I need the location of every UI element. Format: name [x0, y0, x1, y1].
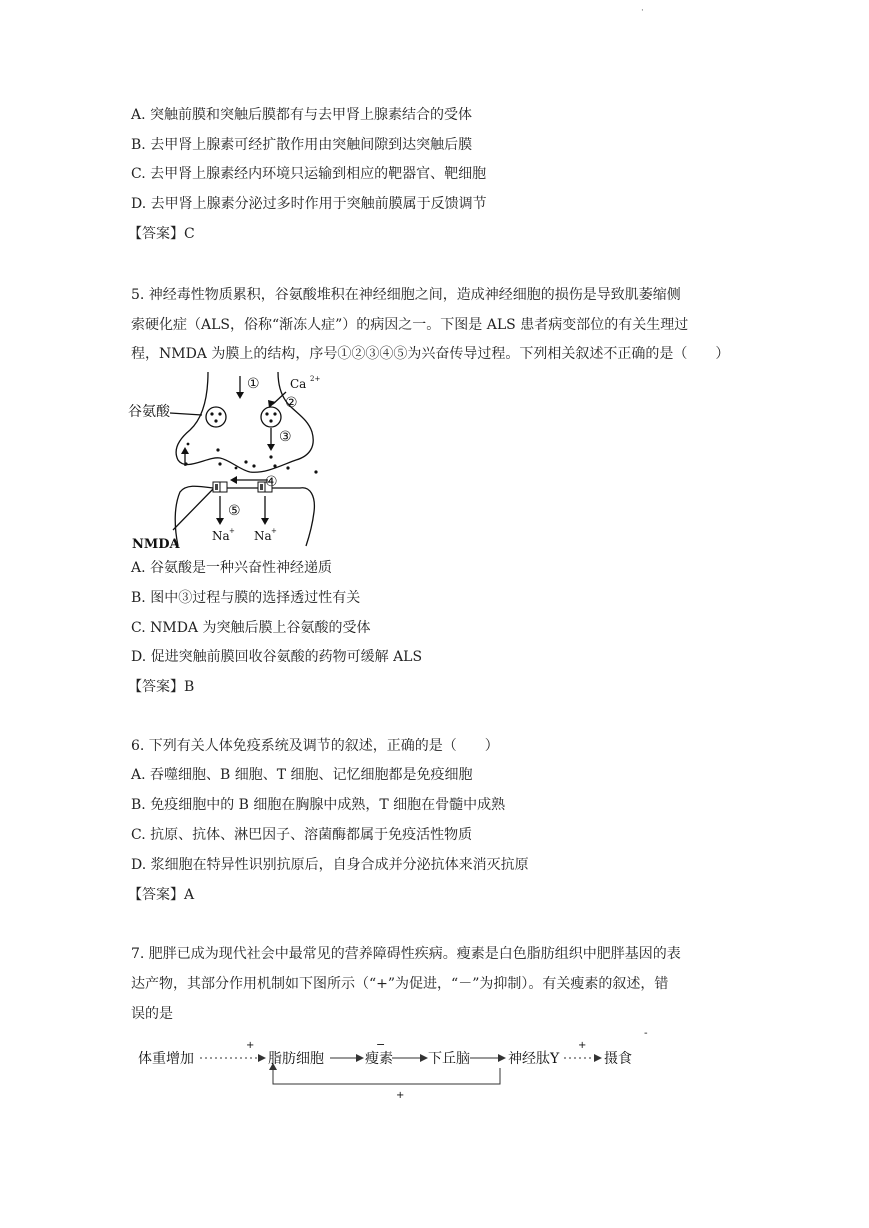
- label-ca: Ca: [290, 377, 307, 391]
- q5-stem-line-1: 5. 神经毒性物质累积，谷氨酸堆积在神经细胞之间，造成神经细胞的损伤是导致肌萎缩侧: [131, 287, 681, 303]
- header-mark: ·: [641, 6, 644, 16]
- leptin-flow-diagram: [128, 1022, 658, 1107]
- q7-stem-line-3: 误的是: [131, 1006, 173, 1022]
- flow-leptin: 瘦素: [365, 1051, 393, 1067]
- q5-option-c: C. NMDA 为突触后膜上谷氨酸的受体: [131, 620, 371, 636]
- label-na-1-superscript: +: [229, 527, 235, 535]
- q4-answer: 【答案】C: [128, 226, 195, 242]
- label-na-2: Na: [254, 529, 272, 543]
- q6-answer: 【答案】A: [128, 887, 195, 903]
- q5-option-a: A. 谷氨酸是一种兴奋性神经递质: [131, 560, 333, 576]
- flow-neuropeptide-y: 神经肽Y: [508, 1051, 560, 1067]
- marker-4: ④: [265, 474, 278, 490]
- label-nmda: NMDA: [132, 537, 180, 552]
- q5-answer: 【答案】B: [128, 679, 195, 695]
- q4-option-a: A. 突触前膜和突触后膜都有与去甲肾上腺素结合的受体: [131, 107, 473, 123]
- q5-option-b: B. 图中③过程与膜的选择透过性有关: [131, 590, 361, 606]
- flow-weight-gain: 体重增加: [138, 1051, 194, 1067]
- marker-3: ③: [279, 429, 292, 445]
- label-ca-superscript: 2+: [310, 375, 321, 383]
- q6-option-c: C. 抗原、抗体、淋巴因子、溶菌酶都属于免疫活性物质: [131, 827, 473, 843]
- q4-option-c: C. 去甲肾上腺素经内环境只运输到相应的靶器官、靶细胞: [131, 166, 487, 182]
- q6-stem: 6. 下列有关人体免疫系统及调节的叙述，正确的是（ ）: [131, 738, 499, 754]
- q7-stem-line-1: 7. 肥胖已成为现代社会中最常见的营养障碍性疾病。瘦素是白色脂肪组织中肥胖基因的表: [131, 946, 681, 962]
- flow-hypothalamus: 下丘脑: [428, 1051, 470, 1067]
- label-na-1: Na: [212, 529, 230, 543]
- q5-stem-line-3: 程，NMDA 为膜上的结构，序号①②③④⑤为兴奋传导过程。下列相关叙述不正确的是（ ）: [131, 346, 730, 362]
- label-glutamate: 谷氨酸: [128, 404, 170, 420]
- q7-stem-line-2: 达产物，其部分作用机制如下图所示（“+”为促进，“－”为抑制）。有关瘦素的叙述，错: [131, 976, 669, 992]
- corner-tick: -: [644, 1028, 648, 1039]
- q4-option-d: D. 去甲肾上腺素分泌过多时作用于突触前膜属于反馈调节: [131, 196, 487, 212]
- marker-2: ②: [285, 395, 298, 411]
- sign-plus-1: +: [246, 1040, 255, 1051]
- flow-feeding: 摄食: [604, 1051, 632, 1067]
- q6-option-d: D. 浆细胞在特异性识别抗原后，自身合成并分泌抗体来消灭抗原: [131, 857, 529, 873]
- q6-option-a: A. 吞噬细胞、B 细胞、T 细胞、记忆细胞都是免疫细胞: [131, 767, 473, 783]
- q5-option-d: D. 促进突触前膜回收谷氨酸的药物可缓解 ALS: [131, 649, 423, 665]
- q6-option-b: B. 免疫细胞中的 B 细胞在胸腺中成熟，T 细胞在骨髓中成熟: [131, 797, 506, 813]
- marker-5: ⑤: [228, 503, 241, 519]
- sign-plus-3: +: [396, 1090, 405, 1101]
- synapse-diagram: [128, 368, 338, 553]
- marker-1: ①: [247, 376, 260, 392]
- q5-stem-line-2: 索硬化症（ALS，俗称“渐冻人症”）的病因之一。下图是 ALS 患者病变部位的有关生理过: [131, 317, 689, 333]
- q4-option-b: B. 去甲肾上腺素可经扩散作用由突触间隙到达突触后膜: [131, 137, 473, 153]
- flow-fat-cell: 脂肪细胞: [268, 1051, 324, 1067]
- sign-plus-2: +: [578, 1040, 587, 1051]
- label-na-2-superscript: +: [271, 527, 277, 535]
- sign-minus: −: [376, 1038, 386, 1051]
